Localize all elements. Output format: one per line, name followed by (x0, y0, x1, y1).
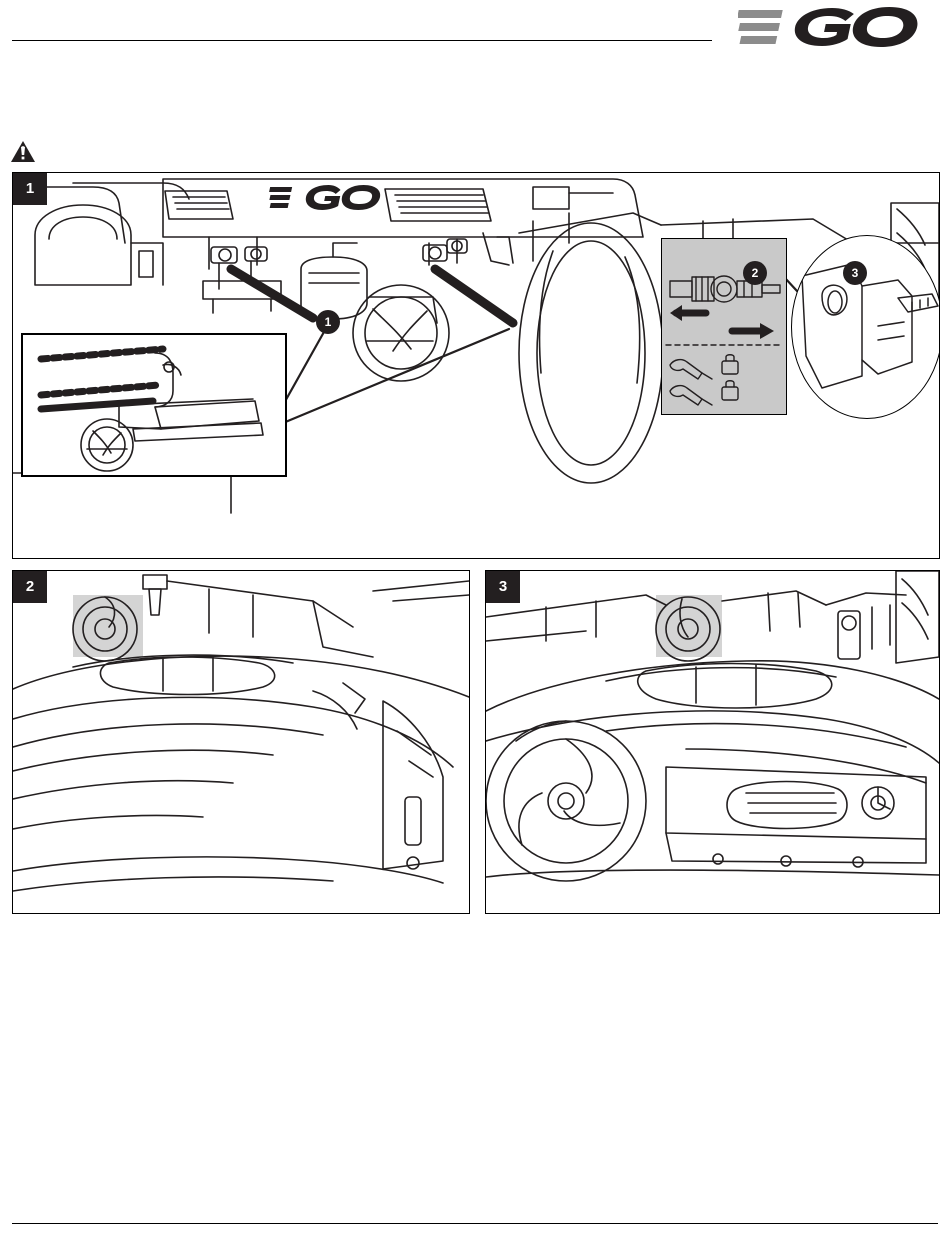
figure-1-number: 1 (13, 173, 47, 205)
figure-1-callout-3: 3 (843, 261, 867, 285)
figure-1-callout-1: 1 (316, 310, 340, 334)
figure-2-number: 2 (13, 571, 47, 603)
warning-triangle-icon (10, 140, 36, 164)
page-header (0, 0, 950, 60)
figure-3 (485, 570, 940, 914)
mower-deck-left-side-diagram (13, 571, 469, 913)
figure-1 (12, 172, 940, 559)
latch-closeup-diagram (791, 235, 940, 419)
ego-logo-icon (738, 4, 928, 50)
header-divider (12, 40, 712, 41)
footer-divider (12, 1223, 938, 1224)
figure-2 (12, 570, 470, 914)
figure-1-callout-2: 2 (743, 261, 767, 285)
spindle-release-instruction-panel (661, 238, 787, 415)
figure-3-number: 3 (486, 571, 520, 603)
mower-deck-right-side-diagram (486, 571, 939, 913)
deck-linkage-detail-diagram (21, 333, 287, 477)
